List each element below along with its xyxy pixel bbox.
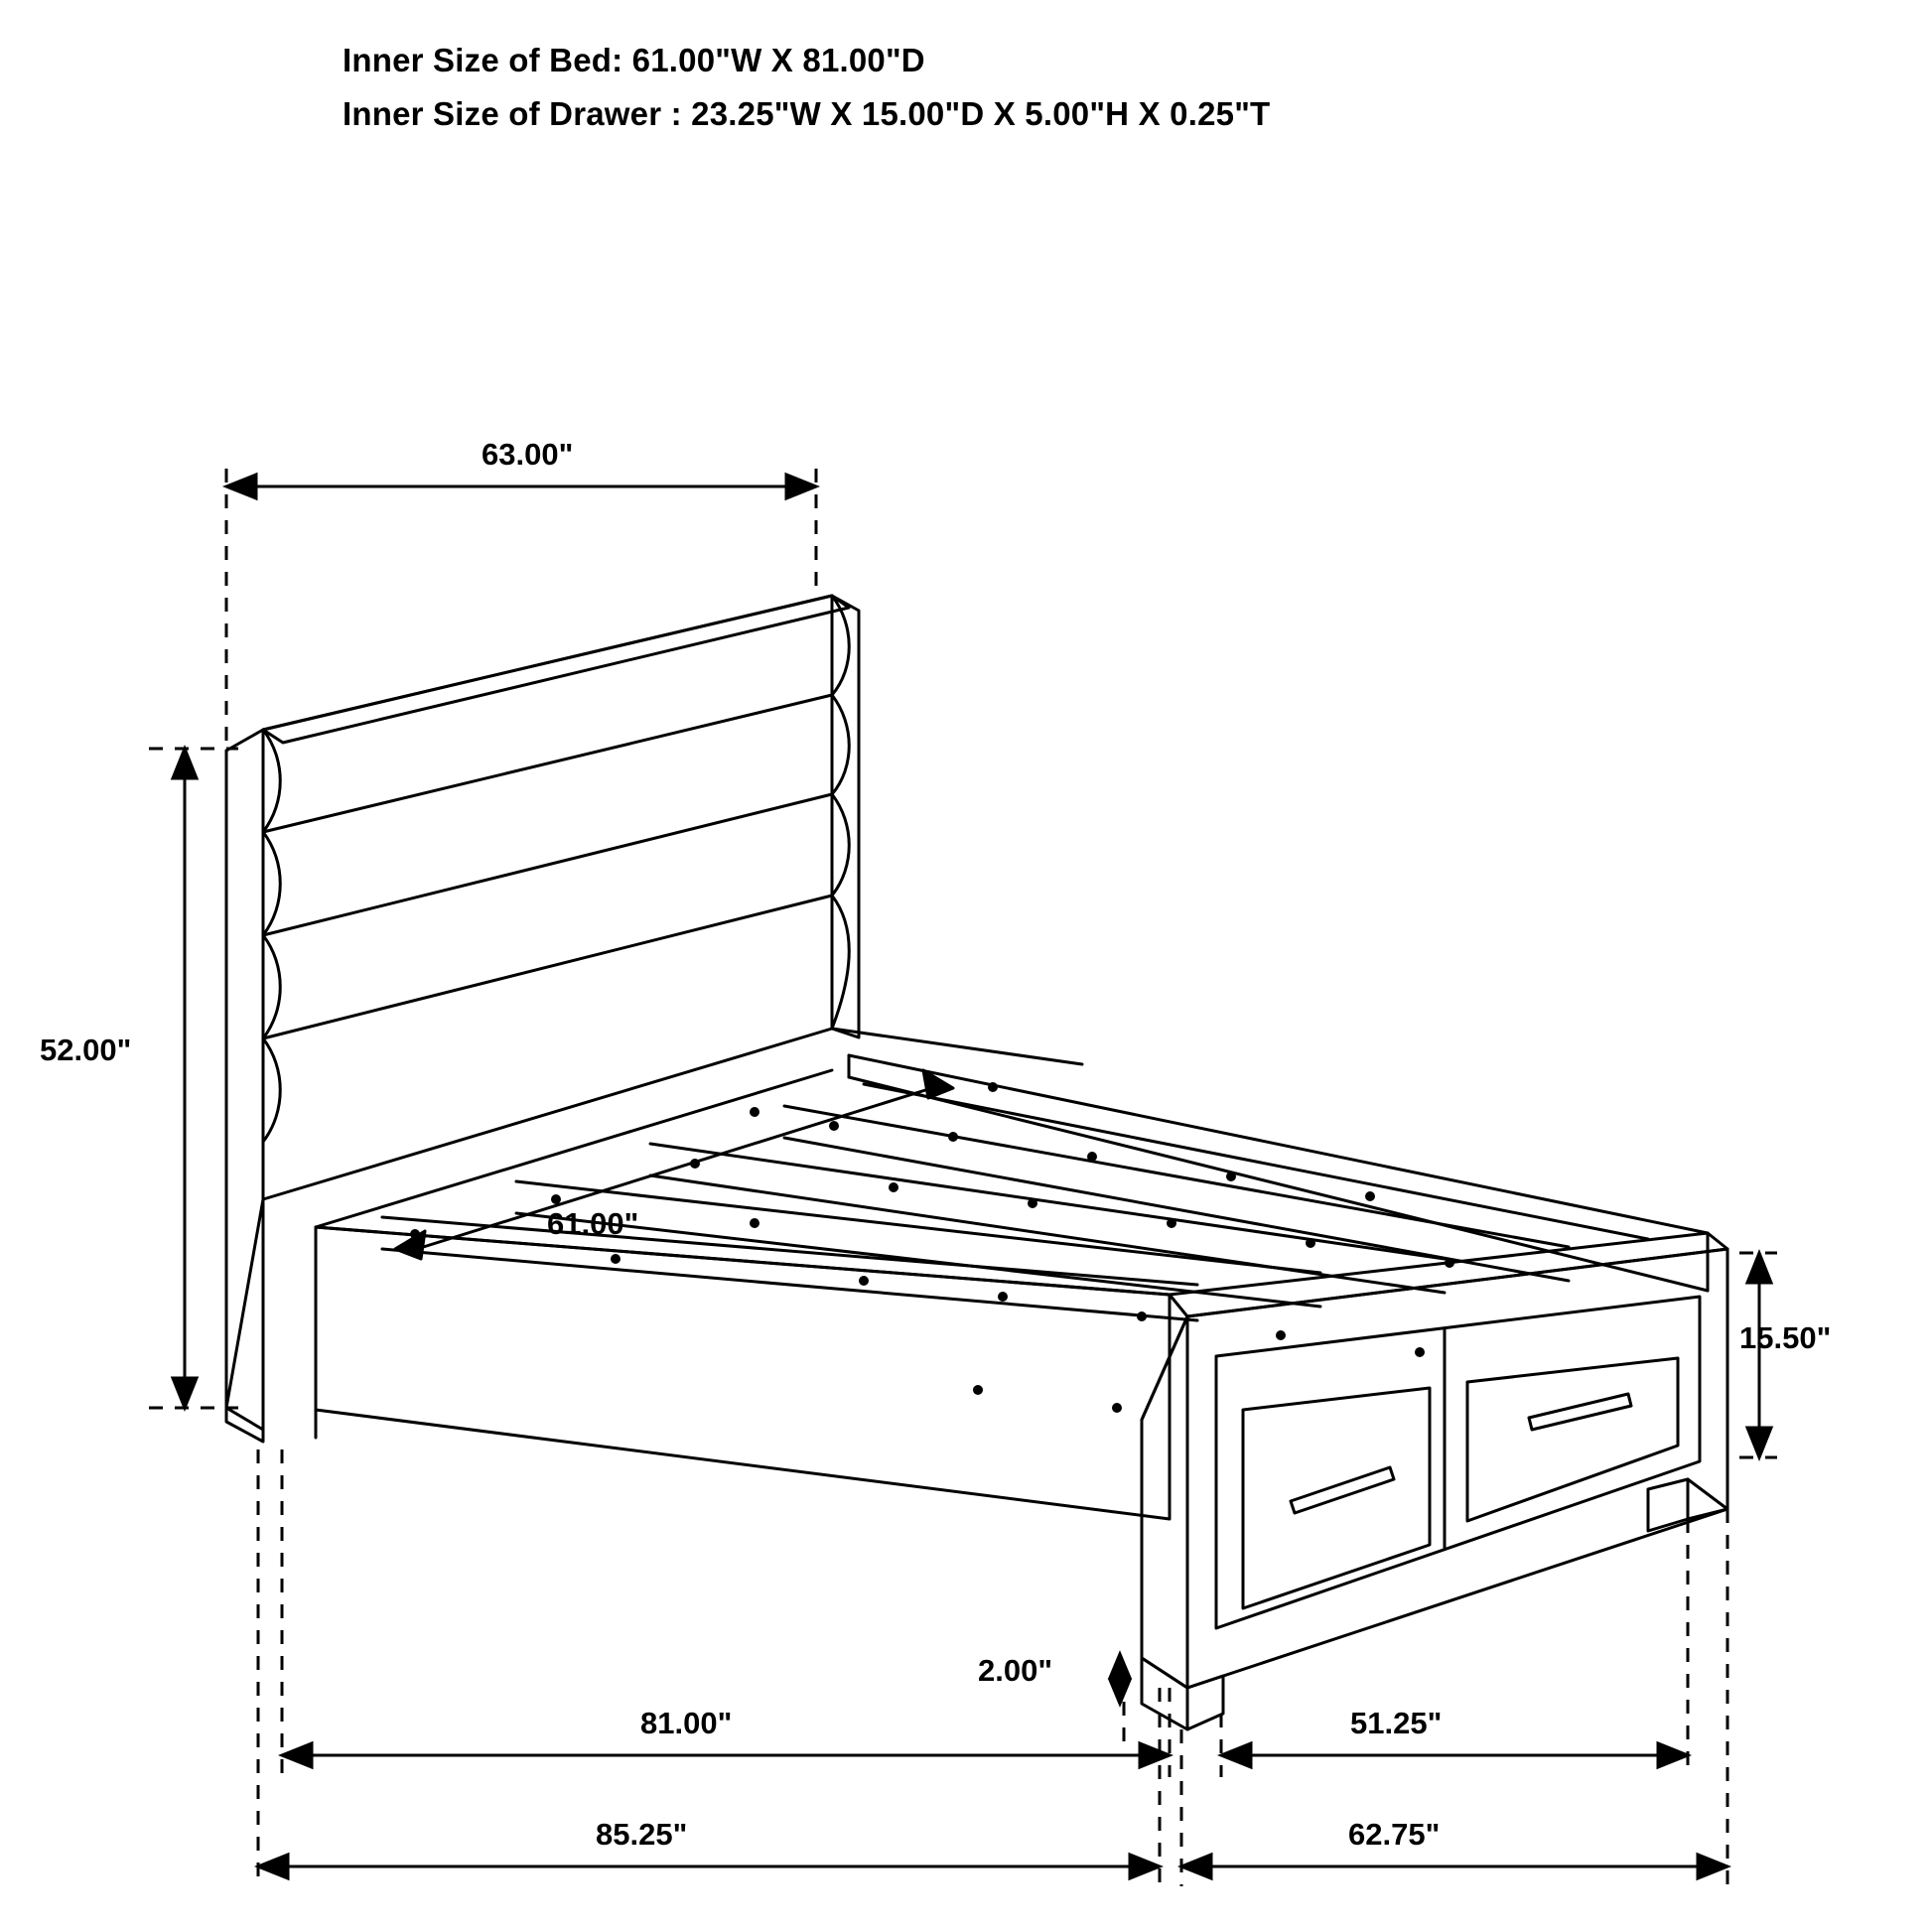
dim-mattress-width: 61.00" bbox=[547, 1206, 639, 1241]
dim-headboard-width: 63.00" bbox=[482, 437, 574, 472]
dim-footboard-height: 15.50" bbox=[1739, 1320, 1832, 1355]
dim-footboard-overall: 62.75" bbox=[1348, 1817, 1441, 1852]
inner-size-bed-note: Inner Size of Bed: 61.00"W X 81.00"D bbox=[343, 42, 925, 78]
dim-headboard-height: 52.00" bbox=[40, 1033, 132, 1067]
dim-bed-inner-depth: 81.00" bbox=[640, 1706, 733, 1740]
inner-size-drawer-note: Inner Size of Drawer : 23.25"W X 15.00"D X 5.00"H X 0.25"T bbox=[343, 95, 1271, 132]
dim-clearance: 2.00" bbox=[978, 1653, 1053, 1688]
dim-overall-depth: 85.25" bbox=[596, 1817, 688, 1852]
dim-footboard-side: 51.25" bbox=[1350, 1706, 1443, 1740]
